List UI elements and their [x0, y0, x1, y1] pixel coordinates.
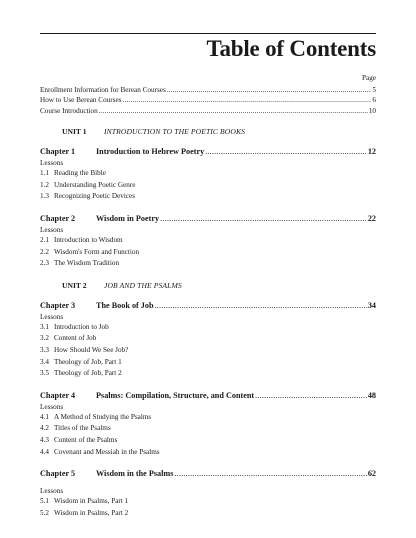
- chapter-label: Chapter 1: [40, 147, 76, 157]
- chapter-label: Chapter 4: [40, 390, 76, 400]
- lesson-item[interactable]: [40, 247, 376, 259]
- toc-entry-label: Course Introduction: [40, 106, 98, 115]
- lesson-title: Understanding Poetic Genre: [54, 180, 136, 189]
- lesson-title: Wisdom in Psalms, Part 1: [54, 497, 129, 506]
- lesson-item[interactable]: [40, 447, 376, 459]
- lessons-label: Lessons: [40, 226, 64, 234]
- lesson-item[interactable]: [40, 333, 376, 345]
- lessons-label: Lessons: [40, 402, 64, 411]
- toc-entry-page: 10: [368, 106, 376, 115]
- unit-label: UNIT 2: [62, 280, 87, 290]
- lessons-label: Lessons: [40, 312, 64, 321]
- lesson-number: 5.2: [40, 508, 49, 517]
- toc-entry-page: 5: [372, 86, 376, 94]
- lesson-title: How Should We See Job?: [54, 345, 129, 354]
- chapter-1: [40, 146, 376, 203]
- page-title: Table of Contents: [206, 36, 376, 61]
- lessons-label: Lessons: [40, 487, 64, 496]
- unit-title: JOB AND THE PSALMS: [104, 280, 182, 290]
- dot-leader: [205, 146, 367, 157]
- lesson-item[interactable]: [40, 180, 376, 192]
- page-column-header: Page: [362, 74, 376, 82]
- lesson-title: Introduction to Wisdom: [54, 236, 123, 244]
- toc-entry-label: Enrollment Information for Berean Courses: [40, 86, 166, 94]
- toc-entry-enrollment[interactable]: [40, 85, 376, 95]
- chapter-label: Chapter 3: [40, 300, 76, 310]
- lesson-number: 3.1: [40, 322, 49, 331]
- chapter-5: [40, 468, 376, 519]
- lesson-number: 3.5: [40, 369, 49, 378]
- lesson-item[interactable]: [40, 435, 376, 447]
- chapter-entry[interactable]: [40, 213, 376, 224]
- chapter-entry[interactable]: [40, 300, 376, 311]
- dot-leader: [155, 300, 367, 311]
- lesson-number: 3.4: [40, 357, 49, 366]
- lesson-title: Covenant and Messiah in the Psalms: [54, 447, 160, 456]
- dot-leader: [167, 85, 372, 95]
- lesson-item[interactable]: [40, 168, 376, 180]
- lesson-item[interactable]: [40, 345, 376, 357]
- dot-leader: [160, 213, 367, 224]
- lessons-label: Lessons: [40, 159, 64, 168]
- lesson-number: 2.2: [40, 247, 49, 256]
- chapter-4: [40, 390, 376, 458]
- lesson-title: Theology of Job, Part 2: [54, 369, 122, 378]
- lesson-item[interactable]: [40, 423, 376, 435]
- lesson-number: 4.1: [40, 412, 49, 421]
- lesson-item[interactable]: [40, 357, 376, 369]
- lesson-title: Introduction to Job: [54, 322, 109, 331]
- unit-heading-1: [62, 127, 376, 136]
- chapter-3: [40, 300, 376, 380]
- lesson-item[interactable]: [40, 258, 376, 270]
- toc-entry-how-to-use[interactable]: [40, 95, 376, 105]
- lesson-title: Recognizing Poetic Devices: [54, 192, 136, 201]
- lesson-title: Content of Job: [54, 334, 97, 343]
- lesson-title: Content of the Psalms: [54, 435, 118, 444]
- lesson-item[interactable]: [40, 322, 376, 334]
- chapter-title: Psalms: Compilation, Structure, and Content: [96, 390, 255, 400]
- lesson-number: 1.2: [40, 180, 49, 189]
- lesson-number: 1.1: [40, 169, 49, 178]
- lesson-number: 4.4: [40, 447, 49, 456]
- toc-entry-page: 6: [372, 96, 376, 105]
- lesson-item[interactable]: [40, 496, 376, 508]
- dot-leader: [255, 390, 367, 401]
- chapter-page: 48: [367, 390, 376, 400]
- lesson-title: The Wisdom Tradition: [54, 259, 120, 268]
- lesson-title: Wisdom's Form and Function: [54, 247, 140, 256]
- lesson-item[interactable]: [40, 368, 376, 380]
- toc-entry-label: How to Use Berean Courses: [40, 96, 122, 105]
- lesson-title: Theology of Job, Part 1: [54, 357, 122, 366]
- chapter-label: Chapter 5: [40, 469, 76, 479]
- top-rule: [40, 33, 376, 34]
- lesson-number: 2.3: [40, 259, 49, 268]
- dot-leader: [99, 106, 368, 116]
- dot-leader: [122, 95, 371, 105]
- chapter-title: Wisdom in the Psalms: [96, 469, 174, 479]
- lesson-item[interactable]: [40, 235, 376, 247]
- lesson-title: A Method of Studying the Psalms: [54, 412, 152, 421]
- lesson-title: Wisdom in Psalms, Part 2: [54, 508, 129, 517]
- unit-heading-2: [62, 281, 376, 290]
- lesson-title: Titles of the Psalms: [54, 424, 111, 433]
- chapter-entry[interactable]: [40, 390, 376, 401]
- chapter-page: 22: [367, 214, 376, 223]
- chapter-2: [40, 213, 376, 270]
- lesson-number: 4.2: [40, 424, 49, 433]
- toc-entry-course-intro[interactable]: [40, 106, 376, 116]
- lesson-number: 3.2: [40, 334, 49, 343]
- lesson-item[interactable]: [40, 412, 376, 424]
- dot-leader: [174, 468, 366, 479]
- chapter-title: Wisdom in Poetry: [96, 214, 160, 223]
- chapter-label: Chapter 2: [40, 214, 76, 223]
- chapter-title: Introduction to Hebrew Poetry: [96, 147, 205, 157]
- lesson-title: Reading the Bible: [54, 169, 106, 178]
- chapter-page: 12: [367, 147, 376, 157]
- chapter-page: 34: [367, 300, 376, 310]
- lesson-item[interactable]: [40, 191, 376, 203]
- lesson-number: 1.3: [40, 192, 49, 201]
- chapter-title: The Book of Job: [96, 300, 154, 310]
- chapter-page: 62: [367, 469, 376, 479]
- lesson-number: 5.1: [40, 497, 49, 506]
- lesson-number: 3.3: [40, 345, 49, 354]
- unit-label: UNIT 1: [62, 127, 87, 137]
- lesson-number: 4.3: [40, 435, 49, 444]
- toc-body: [40, 85, 376, 519]
- chapter-entry[interactable]: [40, 146, 376, 157]
- lesson-item[interactable]: [40, 508, 376, 520]
- lesson-number: 2.1: [40, 236, 49, 244]
- unit-title: INTRODUCTION TO THE POETIC BOOKS: [104, 127, 246, 137]
- chapter-entry[interactable]: [40, 468, 376, 479]
